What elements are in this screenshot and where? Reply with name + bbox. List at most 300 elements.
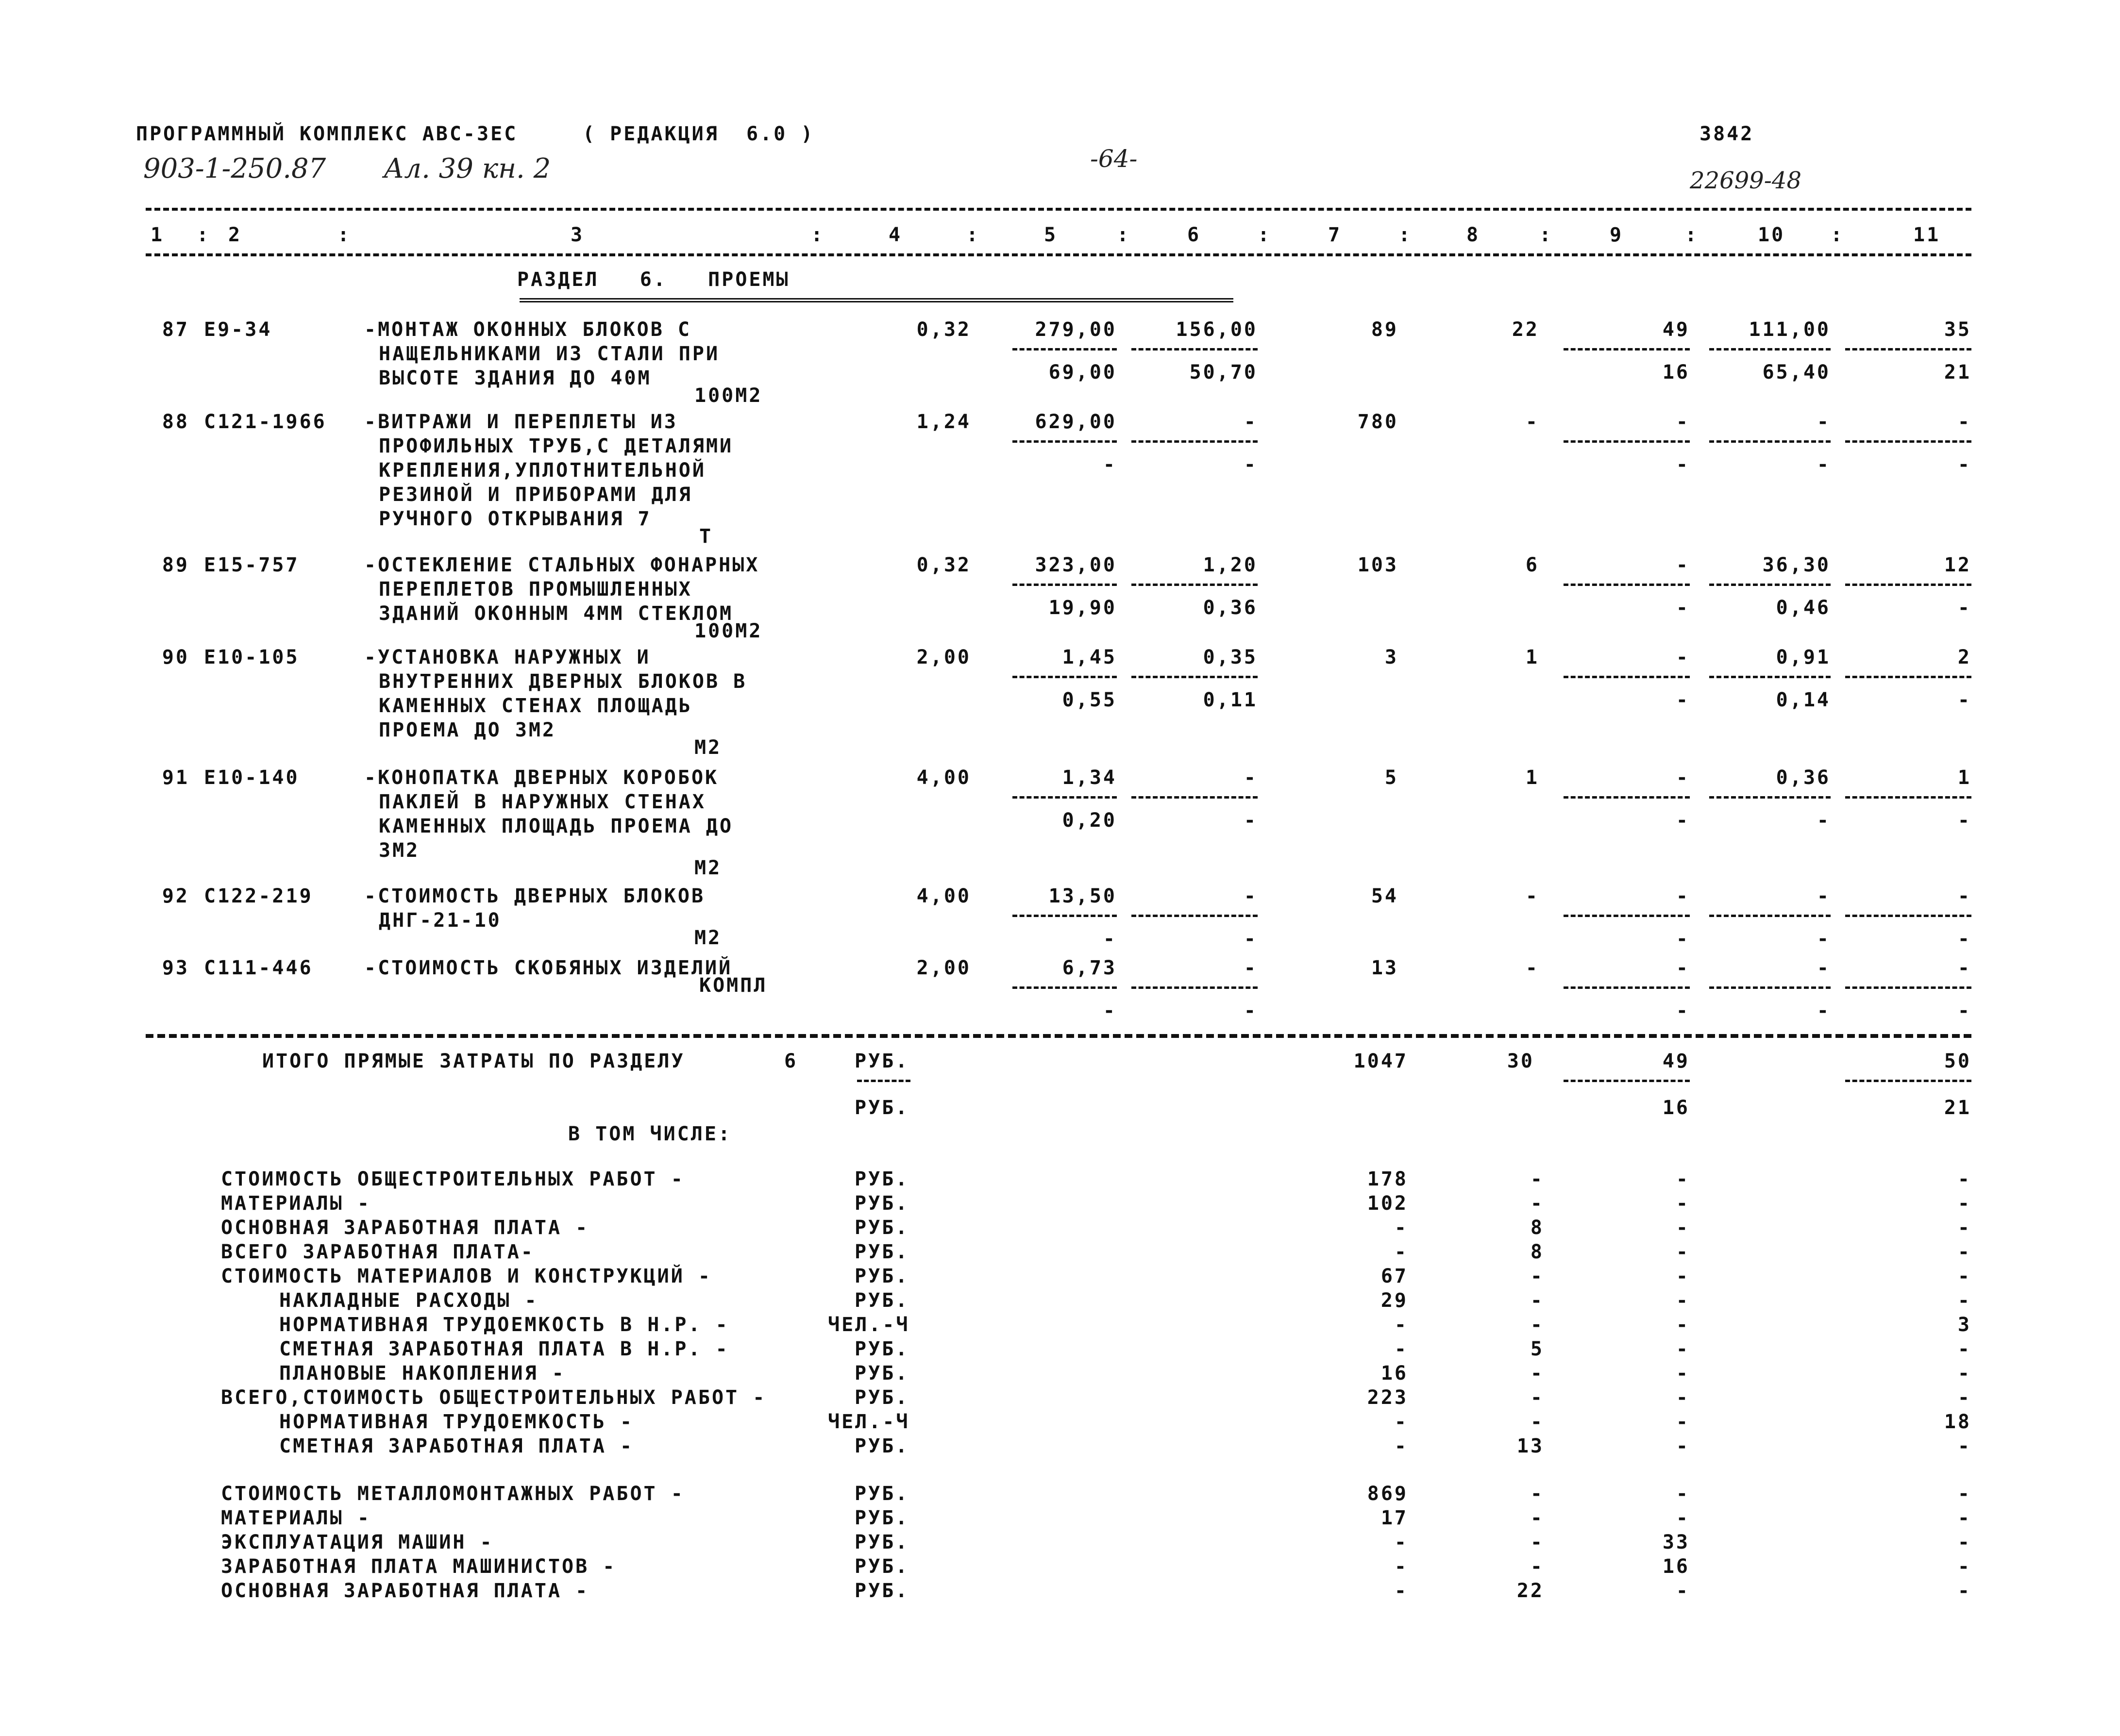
cell-col8: - [1525, 411, 1539, 433]
cell-col10-b: - [1817, 928, 1831, 950]
cell-col10: - [1817, 411, 1831, 433]
row-description-line: -УСТАНОВКА НАРУЖНЫХ И [364, 646, 651, 668]
cell-col8: - [1525, 885, 1539, 907]
cell-divider [1131, 348, 1258, 351]
cell-divider [1131, 986, 1258, 989]
breakdown-unit: ЧЕЛ.-Ч [828, 1314, 910, 1336]
cell-col6-b: - [1244, 1000, 1258, 1022]
breakdown-unit: РУБ. [855, 1386, 909, 1409]
document-code: 3842 [1699, 123, 1754, 145]
cell-col10: - [1817, 885, 1831, 907]
column-separator: : [1539, 224, 1553, 246]
cell-col8: - [1525, 957, 1539, 979]
cell-col9-b: - [1676, 597, 1690, 619]
breakdown-col11: - [1957, 1580, 1971, 1602]
breakdown-col7: - [1394, 1338, 1408, 1360]
breakdown-unit: РУБ. [855, 1168, 909, 1190]
total-col11: 50 [1944, 1050, 1971, 1072]
breakdown-unit: РУБ. [855, 1555, 909, 1578]
breakdown-col8: 5 [1530, 1338, 1544, 1360]
cell-col4: 2,00 [916, 646, 971, 668]
breakdown-col9: - [1676, 1362, 1690, 1385]
cell-col10: 0,36 [1776, 767, 1831, 789]
cell-col7: 780 [1357, 411, 1398, 433]
cell-col6-b: 0,11 [1203, 689, 1258, 711]
row-description-line: -ВИТРАЖИ И ПЕРЕПЛЕТЫ ИЗ [364, 411, 678, 433]
row-rate-code: С111-446 [204, 957, 313, 979]
breakdown-label: СМЕТНАЯ ЗАРАБОТНАЯ ПЛАТА В Н.Р. - [279, 1338, 729, 1360]
row-unit: КОМПЛ [699, 974, 768, 997]
total-col11-b: 21 [1944, 1097, 1971, 1119]
handwritten-sheet: Ал. 39 кн. 2 [384, 153, 551, 184]
cell-col11: - [1957, 411, 1971, 433]
cell-col7: 13 [1371, 957, 1398, 979]
breakdown-col9: - [1676, 1507, 1690, 1529]
row-number: 93 [162, 957, 189, 979]
breakdown-col7: - [1394, 1435, 1408, 1457]
cell-col9: - [1676, 411, 1690, 433]
breakdown-col11: 3 [1957, 1314, 1971, 1336]
cell-col7: 103 [1357, 554, 1398, 576]
column-number-8: 8 [1466, 224, 1481, 246]
row-description-line: ПАКЛЕЙ В НАРУЖНЫХ СТЕНАХ [379, 791, 706, 813]
breakdown-label: ЗАРАБОТНАЯ ПЛАТА МАШИНИСТОВ - [221, 1555, 617, 1578]
including-label: В ТОМ ЧИСЛЕ: [568, 1123, 732, 1145]
breakdown-col11: - [1957, 1386, 1971, 1409]
breakdown-label: ПЛАНОВЫЕ НАКОПЛЕНИЯ - [279, 1362, 566, 1385]
breakdown-col9: - [1676, 1411, 1690, 1433]
breakdown-col9: - [1676, 1483, 1690, 1505]
handwritten-ref: 903-1-250.87 [143, 153, 326, 184]
breakdown-col11: - [1957, 1531, 1971, 1553]
cell-divider [1845, 915, 1971, 917]
cell-col6-b: - [1244, 453, 1258, 476]
cell-divider [1012, 676, 1117, 678]
breakdown-col9: - [1676, 1580, 1690, 1602]
cell-col7: 89 [1371, 318, 1398, 341]
cell-col5-b: 0,20 [1062, 809, 1117, 832]
cell-col6: - [1244, 411, 1258, 433]
cell-col11-b: - [1957, 1000, 1971, 1022]
cell-col6-b: - [1244, 928, 1258, 950]
cell-divider [1845, 676, 1971, 678]
breakdown-unit: РУБ. [855, 1531, 909, 1553]
cell-col9: - [1676, 554, 1690, 576]
cell-col5-b: - [1103, 928, 1117, 950]
cell-col10-b: 0,14 [1776, 689, 1831, 711]
breakdown-col8: - [1530, 1386, 1544, 1409]
column-separator: : [197, 224, 211, 246]
cell-col6: - [1244, 767, 1258, 789]
cell-divider [1564, 676, 1690, 678]
cell-col11-b: - [1957, 689, 1971, 711]
section-title: РАЗДЕЛ 6. ПРОЕМЫ [517, 268, 790, 291]
breakdown-label: СТОИМОСТЬ ОБЩЕСТРОИТЕЛЬНЫХ РАБОТ - [221, 1168, 685, 1190]
row-description-line: НАЩЕЛЬНИКАМИ ИЗ СТАЛИ ПРИ [379, 343, 720, 365]
row-rate-code: Е9-34 [204, 318, 272, 341]
breakdown-col9: - [1676, 1265, 1690, 1287]
breakdown-col9: - [1676, 1192, 1690, 1215]
cell-col11-b: - [1957, 809, 1971, 832]
breakdown-label: ЭКСПЛУАТАЦИЯ МАШИН - [221, 1531, 494, 1553]
breakdown-unit: РУБ. [855, 1507, 909, 1529]
breakdown-col8: - [1530, 1265, 1544, 1287]
row-description-line: ПЕРЕПЛЕТОВ ПРОМЫШЛЕННЫХ [379, 578, 692, 601]
cell-col7: 5 [1384, 767, 1398, 789]
cell-divider [1131, 676, 1258, 678]
cell-col4: 1,24 [916, 411, 971, 433]
total-section-number: 6 [784, 1050, 798, 1072]
total-col8: 30 [1507, 1050, 1534, 1072]
row-number: 92 [162, 885, 189, 907]
cell-divider [1709, 440, 1831, 443]
row-description-line: -МОНТАЖ ОКОННЫХ БЛОКОВ С [364, 318, 691, 341]
breakdown-col11: - [1957, 1338, 1971, 1360]
breakdown-unit: ЧЕЛ.-Ч [828, 1411, 910, 1433]
cell-col5-b: 19,90 [1048, 597, 1117, 619]
cell-col8: 1 [1525, 767, 1539, 789]
cell-col11-b: 21 [1944, 361, 1971, 384]
breakdown-col11: - [1957, 1289, 1971, 1312]
breakdown-col11: - [1957, 1192, 1971, 1215]
cell-col9-b: - [1676, 689, 1690, 711]
row-rate-code: Е10-105 [204, 646, 300, 668]
header-rule-top [146, 208, 1971, 211]
cell-col11: 1 [1957, 767, 1971, 789]
row-description-line: ДНГ-21-10 [379, 909, 502, 932]
breakdown-label: СТОИМОСТЬ МАТЕРИАЛОВ И КОНСТРУКЦИЙ - [221, 1265, 712, 1287]
header-rule-bottom [146, 253, 1971, 256]
column-number-4: 4 [889, 224, 903, 246]
cell-col6-b: 50,70 [1189, 361, 1258, 384]
breakdown-label: МАТЕРИАЛЫ - [221, 1192, 371, 1215]
breakdown-unit: РУБ. [855, 1435, 909, 1457]
cell-divider [1845, 440, 1971, 443]
total-col9-b: 16 [1662, 1097, 1690, 1119]
row-rate-code: Е15-757 [204, 554, 300, 576]
row-number: 88 [162, 411, 189, 433]
breakdown-col11: - [1957, 1555, 1971, 1578]
cell-col10-b: 0,46 [1776, 597, 1831, 619]
breakdown-col8: 8 [1530, 1241, 1544, 1263]
cell-col5-b: - [1103, 453, 1117, 476]
breakdown-unit: РУБ. [855, 1265, 909, 1287]
cell-divider [1564, 348, 1690, 351]
cell-col9-b: - [1676, 453, 1690, 476]
cell-col6: - [1244, 957, 1258, 979]
row-unit: Т [699, 525, 713, 548]
cell-col9: - [1676, 767, 1690, 789]
column-separator: : [811, 224, 825, 246]
program-edition: ( РЕДАКЦИЯ 6.0 ) [583, 123, 815, 145]
cell-col9-b: - [1676, 928, 1690, 950]
row-description-line: ПРОФИЛЬНЫХ ТРУБ,С ДЕТАЛЯМИ [379, 435, 734, 457]
breakdown-col7: 67 [1380, 1265, 1408, 1287]
cell-divider [1564, 584, 1690, 586]
breakdown-unit: РУБ. [855, 1338, 909, 1360]
cell-col9: 49 [1662, 318, 1690, 341]
page-number: -64- [1090, 145, 1138, 173]
breakdown-unit: РУБ. [855, 1192, 909, 1215]
cell-col7: 54 [1371, 885, 1398, 907]
cell-col5: 13,50 [1048, 885, 1117, 907]
row-rate-code: Е10-140 [204, 767, 300, 789]
cell-col8: 22 [1512, 318, 1539, 341]
row-description-line: КАМЕННЫХ ПЛОЩАДЬ ПРОЕМА ДО [379, 815, 734, 837]
cell-divider [1564, 440, 1690, 443]
breakdown-label: СТОИМОСТЬ МЕТАЛЛОМОНТАЖНЫХ РАБОТ - [221, 1483, 685, 1505]
cell-col11: - [1957, 885, 1971, 907]
breakdown-label: ОСНОВНАЯ ЗАРАБОТНАЯ ПЛАТА - [221, 1217, 589, 1239]
cell-divider [1564, 915, 1690, 917]
cell-col4: 0,32 [916, 318, 971, 341]
breakdown-col7: - [1394, 1580, 1408, 1602]
breakdown-col9: - [1676, 1386, 1690, 1409]
breakdown-col8: - [1530, 1289, 1544, 1312]
table-bottom-rule [146, 1034, 1971, 1038]
cell-col5: 1,34 [1062, 767, 1117, 789]
column-separator: : [1258, 224, 1272, 246]
row-description-line: -СТОИМОСТЬ СКОБЯНЫХ ИЗДЕЛИЙ [364, 957, 733, 979]
breakdown-col11: - [1957, 1168, 1971, 1190]
cell-col10: - [1817, 957, 1831, 979]
breakdown-col9: - [1676, 1435, 1690, 1457]
cell-divider [1845, 348, 1971, 351]
row-description-line: КАМЕННЫХ СТЕНАХ ПЛОЩАДЬ [379, 695, 692, 717]
breakdown-col7: 178 [1367, 1168, 1408, 1190]
row-number: 90 [162, 646, 189, 668]
column-number-10: 10 [1758, 224, 1785, 246]
cell-col5-b: - [1103, 1000, 1117, 1022]
breakdown-col7: 869 [1367, 1483, 1408, 1505]
breakdown-col9: 33 [1662, 1531, 1690, 1553]
cell-col10: 111,00 [1749, 318, 1831, 341]
cell-col11: - [1957, 957, 1971, 979]
cell-divider [1709, 348, 1831, 351]
breakdown-col11: - [1957, 1265, 1971, 1287]
breakdown-col7: - [1394, 1217, 1408, 1239]
cell-col4: 2,00 [916, 957, 971, 979]
cell-col11-b: - [1957, 453, 1971, 476]
breakdown-col7: 17 [1380, 1507, 1408, 1529]
cell-divider [1131, 584, 1258, 586]
cell-divider [1131, 915, 1258, 917]
cell-divider [1709, 915, 1831, 917]
cell-col10-b: 65,40 [1762, 361, 1831, 384]
breakdown-unit: РУБ. [855, 1362, 909, 1385]
cell-col5: 323,00 [1035, 554, 1117, 576]
cell-col4: 0,32 [916, 554, 971, 576]
column-number-3: 3 [571, 224, 585, 246]
cell-divider [1012, 986, 1117, 989]
total-col7: 1047 [1353, 1050, 1408, 1072]
cell-col6: 156,00 [1176, 318, 1258, 341]
cell-col6-b: - [1244, 809, 1258, 832]
row-description-line: -КОНОПАТКА ДВЕРНЫХ КОРОБОК [364, 767, 719, 789]
breakdown-col8: - [1530, 1483, 1544, 1505]
row-rate-code: С121-1966 [204, 411, 327, 433]
row-number: 87 [162, 318, 189, 341]
breakdown-label: ВСЕГО,СТОИМОСТЬ ОБЩЕСТРОИТЕЛЬНЫХ РАБОТ - [221, 1386, 767, 1409]
cell-divider [1012, 348, 1117, 351]
breakdown-col8: - [1530, 1168, 1544, 1190]
cell-col6: 1,20 [1203, 554, 1258, 576]
cell-divider [1564, 796, 1690, 799]
breakdown-col8: - [1530, 1555, 1544, 1578]
breakdown-col8: 13 [1516, 1435, 1544, 1457]
handwritten-code: 22699-48 [1690, 167, 1801, 194]
breakdown-label: ОСНОВНАЯ ЗАРАБОТНАЯ ПЛАТА - [221, 1580, 589, 1602]
breakdown-col11: - [1957, 1362, 1971, 1385]
cell-col5: 279,00 [1035, 318, 1117, 341]
breakdown-col7: - [1394, 1411, 1408, 1433]
row-description-line: ПРОЕМА ДО 3М2 [379, 719, 556, 741]
breakdown-label: НОРМАТИВНАЯ ТРУДОЕМКОСТЬ - [279, 1411, 634, 1433]
cell-col9-b: 16 [1662, 361, 1690, 384]
row-description-line: -ОСТЕКЛЕНИЕ СТАЛЬНЫХ ФОНАРНЫХ [364, 554, 760, 576]
breakdown-unit: РУБ. [855, 1580, 909, 1602]
breakdown-col8: - [1530, 1531, 1544, 1553]
breakdown-label: НОРМАТИВНАЯ ТРУДОЕМКОСТЬ В Н.Р. - [279, 1314, 729, 1336]
cell-col5: 6,73 [1062, 957, 1117, 979]
row-description-line: ВНУТРЕННИХ ДВЕРНЫХ БЛОКОВ В [379, 670, 747, 693]
cell-col5-b: 0,55 [1062, 689, 1117, 711]
row-unit: М2 [694, 927, 722, 949]
total-col11-rule [1845, 1080, 1971, 1082]
cell-col4: 4,00 [916, 767, 971, 789]
cell-divider [1845, 986, 1971, 989]
breakdown-col7: - [1394, 1555, 1408, 1578]
section-title-underline [520, 298, 1233, 302]
cell-col10-b: - [1817, 809, 1831, 832]
column-separator: : [1831, 224, 1845, 246]
cell-col8: 1 [1525, 646, 1539, 668]
breakdown-col11: - [1957, 1435, 1971, 1457]
breakdown-col7: - [1394, 1531, 1408, 1553]
row-description-line: РЕЗИНОЙ И ПРИБОРАМИ ДЛЯ [379, 484, 692, 506]
cell-col9-b: - [1676, 809, 1690, 832]
cell-col7: 3 [1384, 646, 1398, 668]
cell-col9: - [1676, 885, 1690, 907]
column-number-9: 9 [1610, 224, 1624, 246]
cell-divider [1709, 676, 1831, 678]
cell-divider [1845, 584, 1971, 586]
cell-divider [1012, 796, 1117, 799]
cell-col6: 0,35 [1203, 646, 1258, 668]
cell-col5: 629,00 [1035, 411, 1117, 433]
column-number-5: 5 [1044, 224, 1058, 246]
breakdown-col8: 8 [1530, 1217, 1544, 1239]
total-col9-rule [1564, 1080, 1690, 1082]
total-label: ИТОГО ПРЯМЫЕ ЗАТРАТЫ ПО РАЗДЕЛУ [262, 1050, 685, 1072]
cell-col5: 1,45 [1062, 646, 1117, 668]
row-description-line: -СТОИМОСТЬ ДВЕРНЫХ БЛОКОВ [364, 885, 706, 907]
breakdown-col9: 16 [1662, 1555, 1690, 1578]
breakdown-col11: - [1957, 1217, 1971, 1239]
breakdown-col7: 16 [1380, 1362, 1408, 1385]
total-unit: РУБ. [855, 1050, 909, 1072]
column-separator: : [1685, 224, 1699, 246]
total-unit-2: РУБ. [855, 1097, 909, 1119]
cell-divider [1845, 796, 1971, 799]
column-number-11: 11 [1913, 224, 1941, 246]
column-number-6: 6 [1187, 224, 1201, 246]
cell-divider [1012, 584, 1117, 586]
cell-col9: - [1676, 957, 1690, 979]
cell-divider [1709, 584, 1831, 586]
breakdown-col8: - [1530, 1362, 1544, 1385]
breakdown-col9: - [1676, 1338, 1690, 1360]
breakdown-col8: - [1530, 1314, 1544, 1336]
cell-col11: 35 [1944, 318, 1971, 341]
cell-col5-b: 69,00 [1048, 361, 1117, 384]
column-separator: : [1398, 224, 1413, 246]
program-name: ПРОГРАММНЫЙ КОМПЛЕКС АВС-3ЕС [136, 123, 518, 145]
cell-divider [1012, 915, 1117, 917]
breakdown-unit: РУБ. [855, 1217, 909, 1239]
breakdown-label: ВСЕГО ЗАРАБОТНАЯ ПЛАТА- [221, 1241, 535, 1263]
row-unit: М2 [694, 857, 722, 879]
breakdown-col9: - [1676, 1241, 1690, 1263]
row-number: 89 [162, 554, 189, 576]
row-description-line: ВЫСОТЕ ЗДАНИЯ ДО 40М [379, 367, 652, 389]
cell-col10: 36,30 [1762, 554, 1831, 576]
cell-col6: - [1244, 885, 1258, 907]
breakdown-col7: 223 [1367, 1386, 1408, 1409]
column-separator: : [337, 224, 352, 246]
breakdown-col7: 102 [1367, 1192, 1408, 1215]
cell-col8: 6 [1525, 554, 1539, 576]
row-description-line: КРЕПЛЕНИЯ,УПЛОТНИТЕЛЬНОЙ [379, 459, 706, 482]
column-number-1: 1 [151, 224, 165, 246]
breakdown-col7: - [1394, 1241, 1408, 1263]
cell-col11: 12 [1944, 554, 1971, 576]
breakdown-col8: - [1530, 1507, 1544, 1529]
cell-col10-b: - [1817, 1000, 1831, 1022]
column-number-7: 7 [1328, 224, 1342, 246]
breakdown-col8: 22 [1516, 1580, 1544, 1602]
cell-col9: - [1676, 646, 1690, 668]
cell-col9-b: - [1676, 1000, 1690, 1022]
breakdown-col7: 29 [1380, 1289, 1408, 1312]
row-description-line: 3М2 [379, 839, 420, 862]
cell-col11: 2 [1957, 646, 1971, 668]
breakdown-col8: - [1530, 1411, 1544, 1433]
breakdown-col11: - [1957, 1507, 1971, 1529]
cell-col10: 0,91 [1776, 646, 1831, 668]
row-description-line: РУЧНОГО ОТКРЫВАНИЯ 7 [379, 508, 652, 530]
breakdown-col11: - [1957, 1483, 1971, 1505]
row-unit: 100М2 [694, 384, 763, 407]
column-number-2: 2 [228, 224, 242, 246]
cell-divider [1564, 986, 1690, 989]
breakdown-unit: РУБ. [855, 1483, 909, 1505]
row-description-line: ЗДАНИЙ ОКОННЫМ 4ММ СТЕКЛОМ [379, 602, 734, 625]
cell-col4: 4,00 [916, 885, 971, 907]
column-separator: : [1117, 224, 1131, 246]
cell-divider [1131, 796, 1258, 799]
cell-col11-b: - [1957, 597, 1971, 619]
total-unit-rule [857, 1080, 910, 1082]
breakdown-col9: - [1676, 1168, 1690, 1190]
cell-divider [1709, 796, 1831, 799]
column-separator: : [966, 224, 980, 246]
breakdown-col11: 18 [1944, 1411, 1971, 1433]
breakdown-col8: - [1530, 1192, 1544, 1215]
breakdown-label: СМЕТНАЯ ЗАРАБОТНАЯ ПЛАТА - [279, 1435, 634, 1457]
cell-col10-b: - [1817, 453, 1831, 476]
breakdown-unit: РУБ. [855, 1289, 909, 1312]
